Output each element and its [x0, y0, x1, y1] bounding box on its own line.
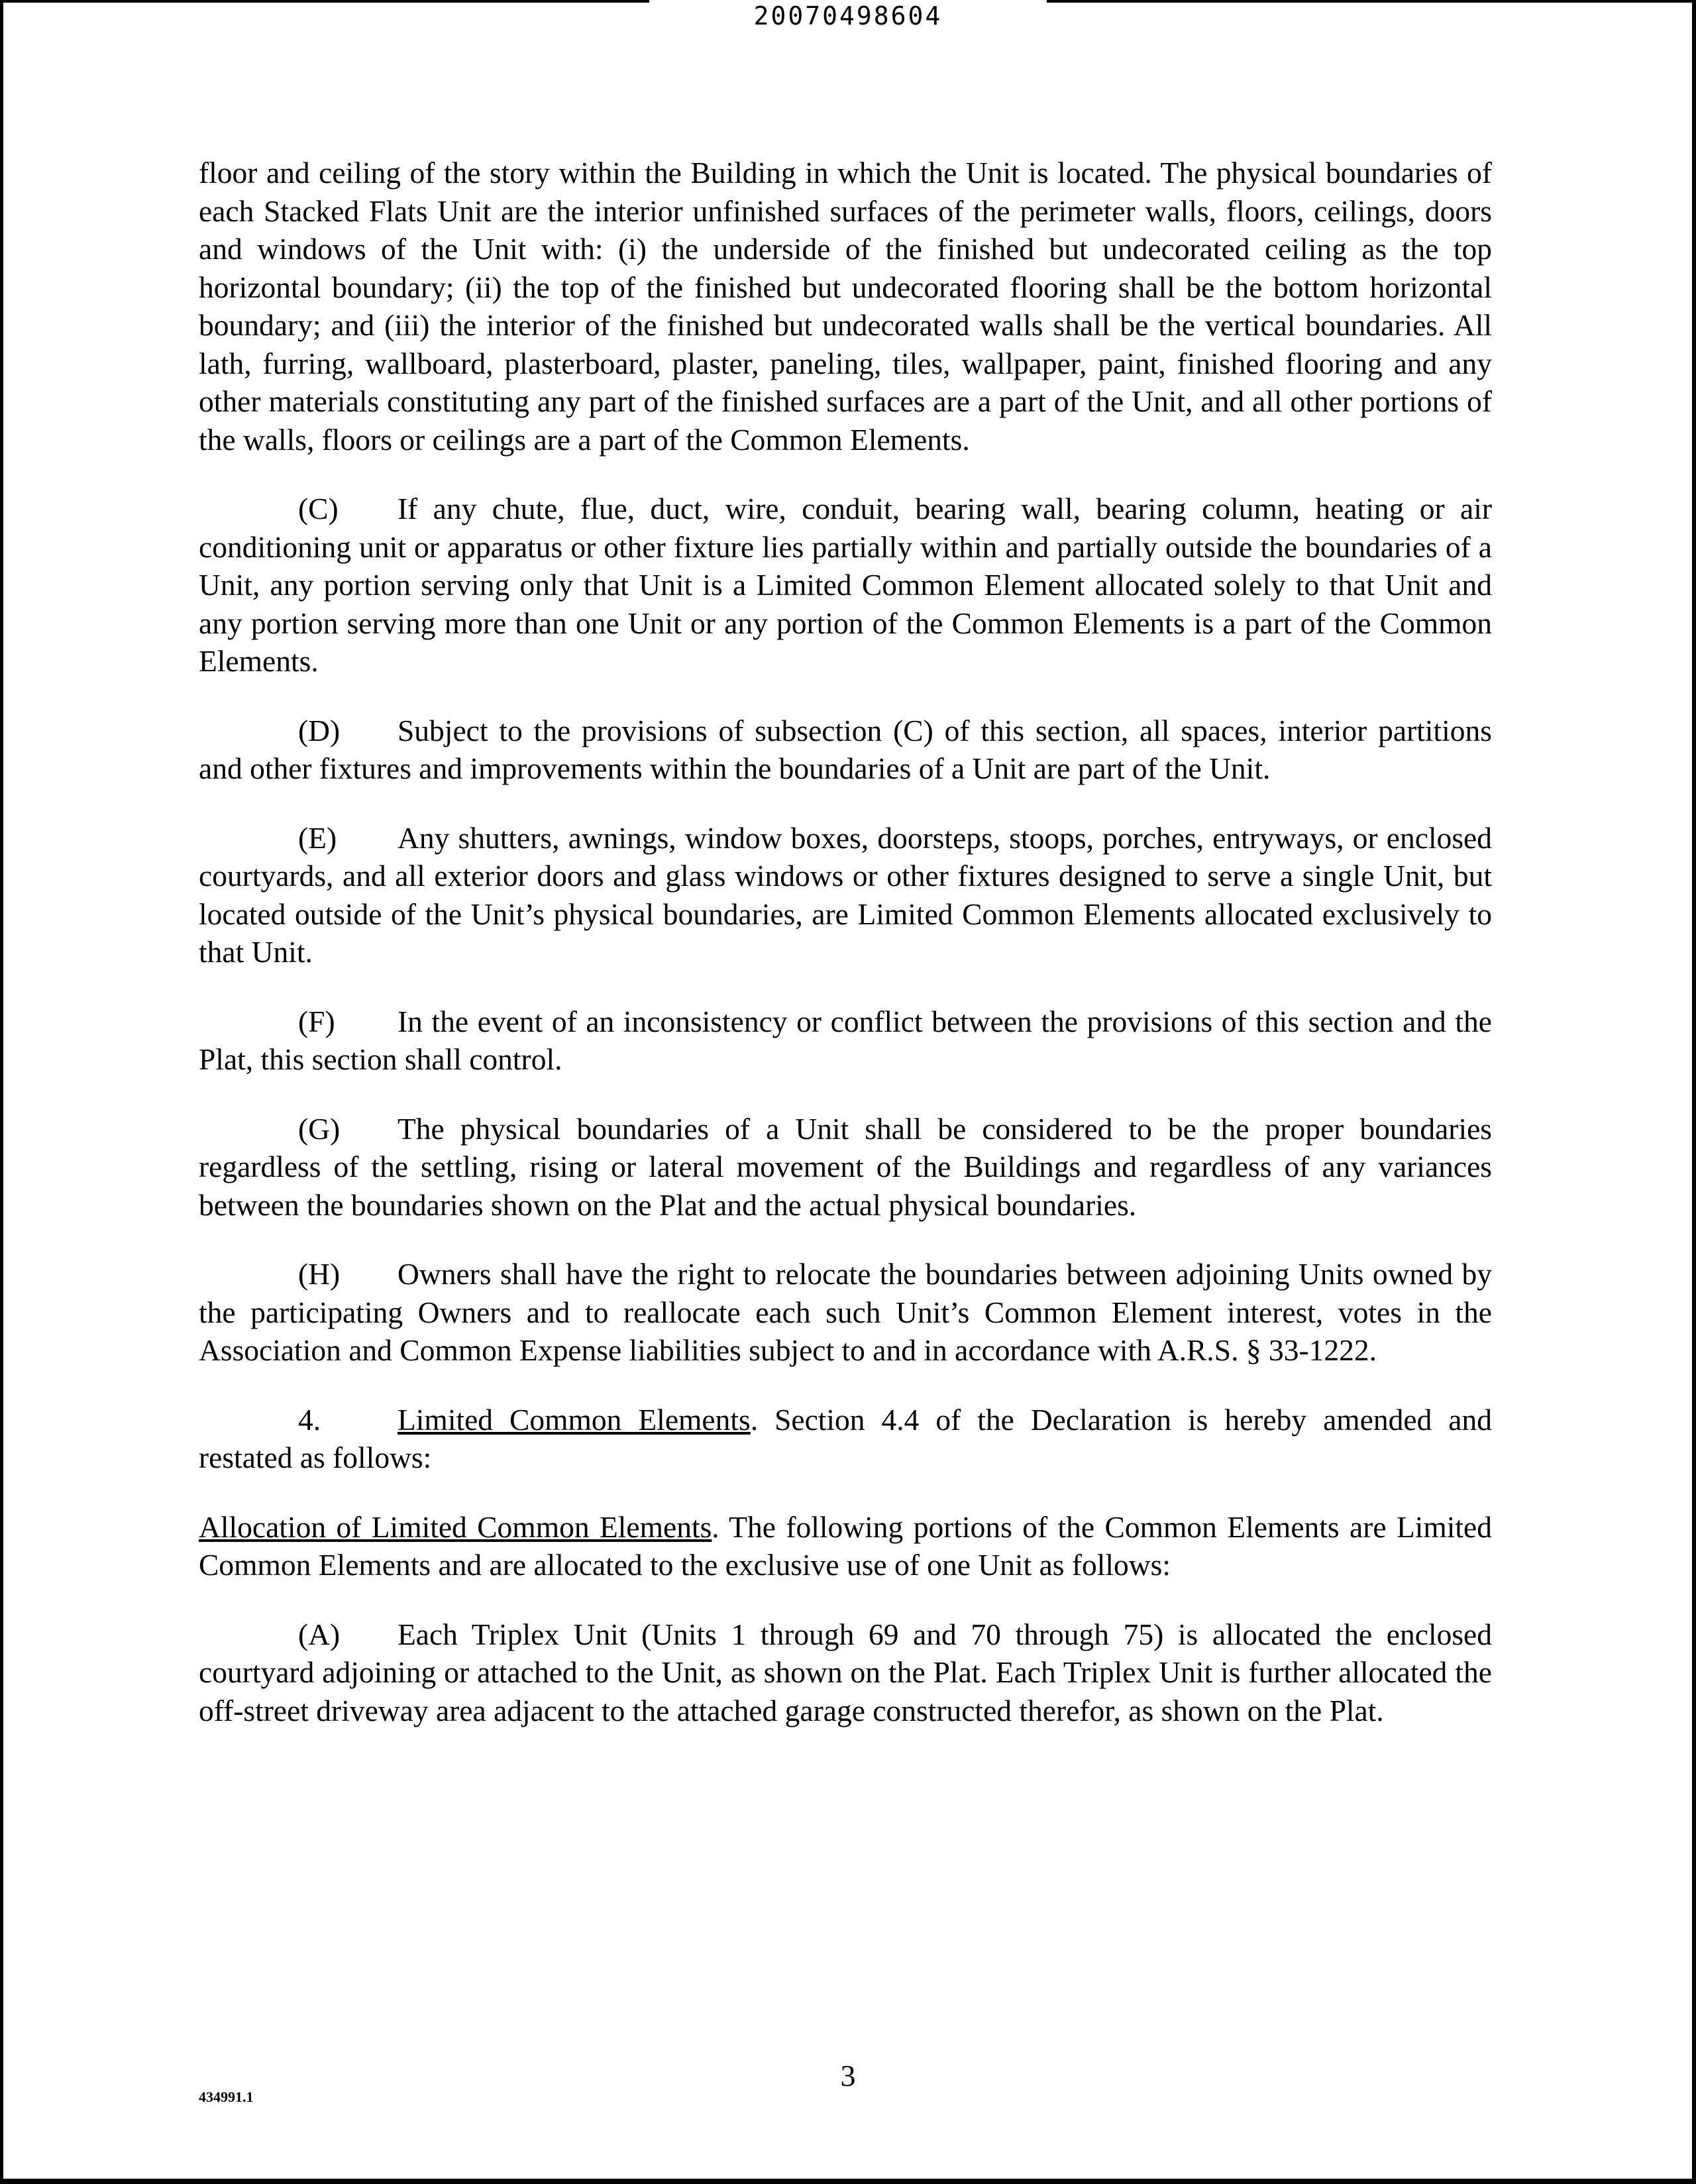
subsection-label: (D) — [298, 713, 341, 747]
paragraph-text: In the event of an inconsistency or conflict between the provisions of this section and the Plat, this section shall control. — [199, 1004, 1492, 1076]
subsection-label: (A) — [298, 1617, 341, 1651]
document-body — [199, 154, 1492, 1761]
paragraph-d — [199, 712, 1492, 788]
paragraph-text: The physical boundaries of a Unit shall be considered to be the proper boundaries regardless of the settling, rising or lateral movement of the Buildings and regardless of any variances between the boundaries shown on the Plat and the actual physical boundaries. — [199, 1111, 1492, 1222]
recording-number: 20070498604 — [753, 1, 943, 30]
paragraph-text: Each Triplex Unit (Units 1 through 69 and 70 through 75) is allocated the enclosed courtyard adjoining or attached to the Unit, as shown on the Plat. Each Triplex Unit is further allocated the off-street driveway area adjacent to the attached garage constructed therefor, as shown on the Plat. — [199, 1617, 1492, 1727]
allocation-paragraph — [199, 1508, 1492, 1584]
paragraph-text: Owners shall have the right to relocate the boundaries between adjoining Units owned by the participating Owners and to reallocate each such Unit’s Common Element interest, votes in the Association and Common Expense liabilities subject to and in accordance with A.R.S. § 33-1222. — [199, 1257, 1492, 1367]
paragraph-a — [199, 1615, 1492, 1730]
left-border — [0, 0, 3, 2184]
paragraph-continued — [199, 154, 1492, 459]
section-4 — [199, 1401, 1492, 1477]
subsection-label: (E) — [298, 820, 337, 855]
section-number: 4. — [298, 1402, 321, 1437]
paragraph-c — [199, 490, 1492, 681]
paragraph-text: Any shutters, awnings, window boxes, doorsteps, stoops, porches, entryways, or enclosed courtyards, and all exterior doors and glass windows or other fixtures designed to serve a single Unit, but located outside of the Unit’s physical boundaries, are Limited Common Elements allocated exclusively to that Unit. — [199, 820, 1492, 969]
paragraph-text: Subject to the provisions of subsection (C) of this section, all spaces, interior partitions and other fixtures and improvements within the boundaries of a Unit are part of the Unit. — [199, 713, 1492, 785]
subsection-label: (G) — [298, 1111, 341, 1146]
paragraph-f — [199, 1003, 1492, 1079]
paragraph-g — [199, 1110, 1492, 1225]
allocation-heading: Allocation of Limited Common Elements — [199, 1509, 712, 1544]
subsection-label: (H) — [298, 1257, 341, 1291]
paragraph-text: floor and ceiling of the story within the Building in which the Unit is located. The physical boundaries of each Stacked Flats Unit are the interior unfinished surfaces of the perimeter walls, floors, ceilings, doors and windows of the Unit with: (i) the underside of the finished but undecorated ceiling as the top horizontal boundary; (ii) the top of the finished but undecorated flooring shall be the bottom horizontal boundary; and (iii) the interior of the finished but undecorated walls shall be the vertical boundaries. All lath, furring, wallboard, plasterboard, plaster, paneling, tiles, wallpaper, paint, finished flooring and any other materials constituting any part of the finished surfaces are a part of the Unit, and all other portions of the walls, floors or ceilings are a part of the Common Elements. — [199, 156, 1492, 457]
file-identifier: 434991.1 — [199, 2089, 254, 2105]
paragraph-text: . The following portions of the Common Elements are Limited Common Elements and are allocated to the exclusive use of one Unit as follows: — [199, 1509, 1492, 1582]
page-number: 3 — [840, 2059, 856, 2093]
right-border — [1692, 0, 1696, 2184]
section-heading: Limited Common Elements — [398, 1402, 751, 1437]
subsection-label: (C) — [298, 492, 339, 525]
subsection-label: (F) — [298, 1004, 335, 1038]
paragraph-text: If any chute, flue, duct, wire, conduit, bearing wall, bearing column, heating or air conditioning unit or apparatus or other fixture lies partially within and partially outside the boundaries of a Unit, any portion serving only that Unit is a Limited Common Element allocated solely to that Unit and any portion serving more than one Unit or any portion of the Common Elements is a part of the Common Elements. — [199, 492, 1492, 678]
paragraph-e — [199, 819, 1492, 971]
paragraph-text: . Section 4.4 of the Declaration is hereby amended and restated as follows: — [199, 1402, 1493, 1474]
bottom-border — [0, 2179, 1696, 2184]
paragraph-h — [199, 1255, 1492, 1370]
